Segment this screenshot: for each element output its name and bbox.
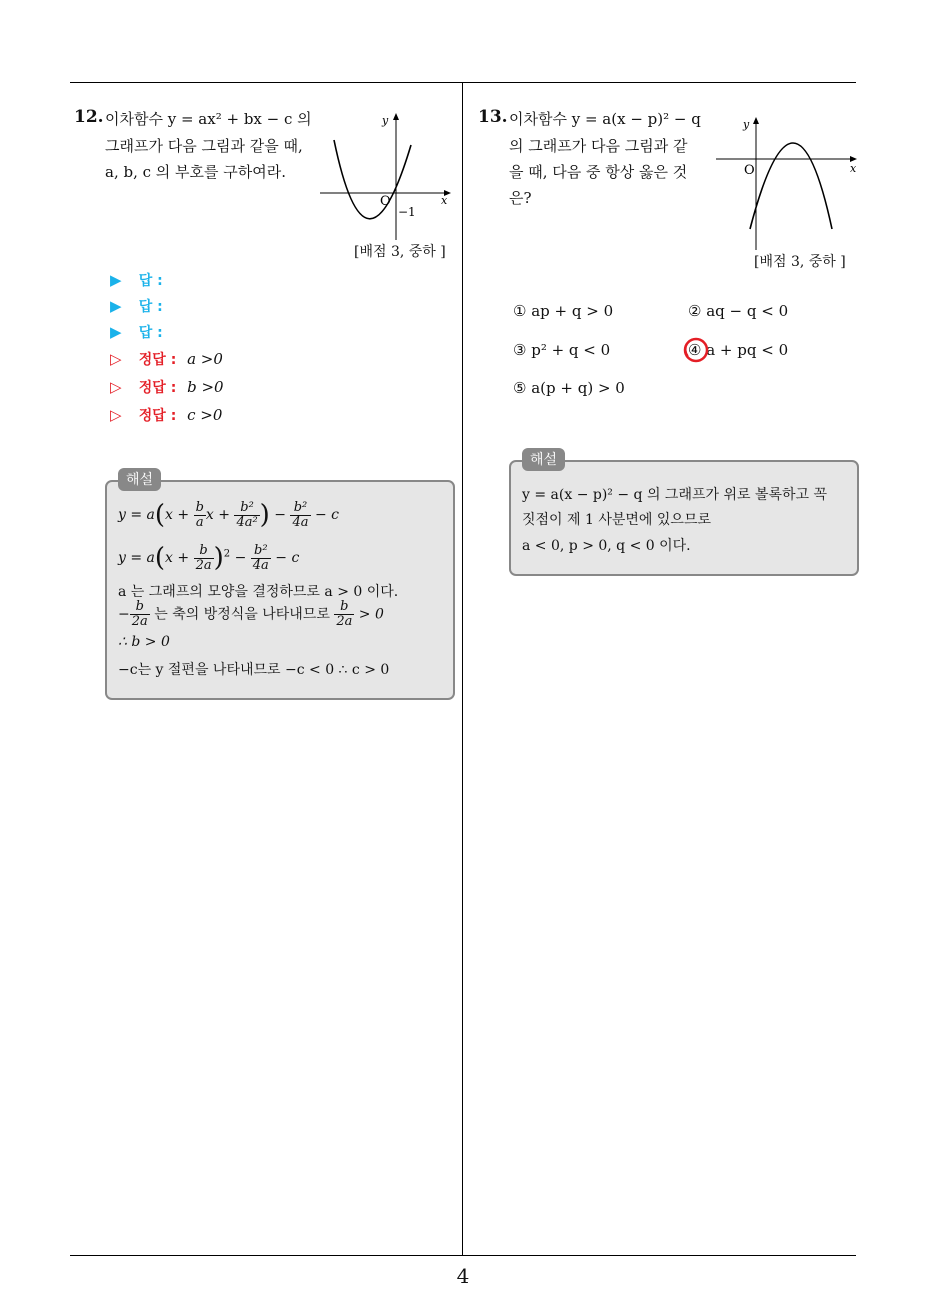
q12-correct-value-b: b >0: [187, 378, 224, 396]
q12-explanation-tag: 해설: [118, 468, 161, 491]
play-marker-icon: ▶: [110, 297, 122, 315]
q13-choice-1[interactable]: ① ap + q > 0: [513, 302, 614, 320]
q12-text-line-2: 그래프가 다음 그림과 같을 때,: [105, 137, 303, 155]
q12-correct-value-a: a >0: [187, 350, 223, 368]
bottom-rule: [70, 1255, 856, 1256]
q12-origin-label: O: [380, 194, 391, 209]
q12-answer-row-1[interactable]: ▶ 답 :: [110, 271, 163, 289]
q13-x-label: x: [850, 162, 857, 175]
q13-explanation-tag: 해설: [522, 448, 565, 471]
selected-answer-circle-icon: [682, 336, 712, 364]
q13-y-label: y: [743, 118, 750, 131]
q12-number: 12.: [74, 107, 104, 127]
q12-intercept-label: −1: [398, 205, 416, 219]
column-divider: [462, 82, 463, 1256]
q12-correct-value-c: c >0: [187, 406, 223, 424]
q12-exp-line-5: ∴ b > 0: [118, 634, 170, 650]
q12-exp-line-1: y = a(x + $\frac{b}{a}$ x + $\frac{\text{b²}}{\text{4a²}}$ ) − $\frac{\text{b²}}{4a}$ − c: [118, 499, 339, 530]
q13-origin-label: O: [744, 163, 755, 178]
q13-choice-2[interactable]: ② aq − q < 0: [688, 302, 789, 320]
q13-score: [배점 3, 중하 ]: [754, 254, 846, 270]
q13-text-line-2: 의 그래프가 다음 그림과 같: [509, 137, 688, 155]
q12-exp-line-4: − $\frac{b}{2a}$ 는 축의 방정식을 나타내므로 $\frac{b}{2a}$ > 0: [118, 599, 384, 629]
q13-exp-line-2: 짓점이 제 1 사분면에 있으므로: [522, 512, 711, 528]
q12-y-label: y: [382, 114, 389, 127]
page-number: 4: [456, 1264, 470, 1288]
play-marker-icon: ▶: [110, 271, 122, 289]
q12-score: [배점 3, 중하 ]: [354, 244, 446, 260]
q13-choice-5[interactable]: ⑤ a(p + q) > 0: [513, 379, 625, 397]
q12-parabola-graph: [316, 110, 456, 242]
hollow-triangle-icon: ▷: [110, 406, 122, 424]
q13-exp-line-3: a < 0, p > 0, q < 0 이다.: [522, 538, 691, 554]
q13-exp-line-1: y = a(x − p)² − q 의 그래프가 위로 볼록하고 꼭: [522, 487, 828, 503]
q12-correct-row-1: ▷ 정답 : a >0: [110, 350, 223, 368]
q12-text-line-1: 이차함수 y = ax² + bx − c 의: [105, 110, 312, 128]
q12-exp-line-3: a 는 그래프의 모양을 결정하므로 a > 0 이다.: [118, 584, 399, 600]
q13-number: 13.: [478, 107, 508, 127]
q12-correct-row-3: ▷ 정답 : c >0: [110, 406, 223, 424]
q13-choice-4[interactable]: ④ a + pq < 0: [688, 341, 789, 359]
hollow-triangle-icon: ▷: [110, 378, 122, 396]
q12-answer-row-2[interactable]: ▶ 답 :: [110, 297, 163, 315]
play-marker-icon: ▶: [110, 323, 122, 341]
q12-correct-row-2: ▷ 정답 : b >0: [110, 378, 224, 396]
q12-answer-row-3[interactable]: ▶ 답 :: [110, 323, 163, 341]
q12-x-label: x: [441, 194, 448, 207]
q12-exp-line-2: y = a(x + $\frac{b}{2a}$ )$^2$ − $\frac{\text{b²}}{4a}$ − c: [118, 542, 300, 573]
q13-choice-3[interactable]: ③ p² + q < 0: [513, 341, 611, 359]
top-rule: [70, 82, 856, 83]
q13-text-line-4: 은?: [509, 189, 532, 207]
hollow-triangle-icon: ▷: [110, 350, 122, 368]
q13-text-line-3: 을 때, 다음 중 항상 옳은 것: [509, 163, 688, 181]
q12-exp-line-6: −c는 y 절편을 나타내므로 −c < 0 ∴ c > 0: [118, 662, 390, 678]
q12-text-line-3: a, b, c 의 부호를 구하여라.: [105, 163, 287, 181]
q13-parabola-graph: [712, 112, 862, 252]
q13-text-line-1: 이차함수 y = a(x − p)² − q: [509, 110, 701, 128]
